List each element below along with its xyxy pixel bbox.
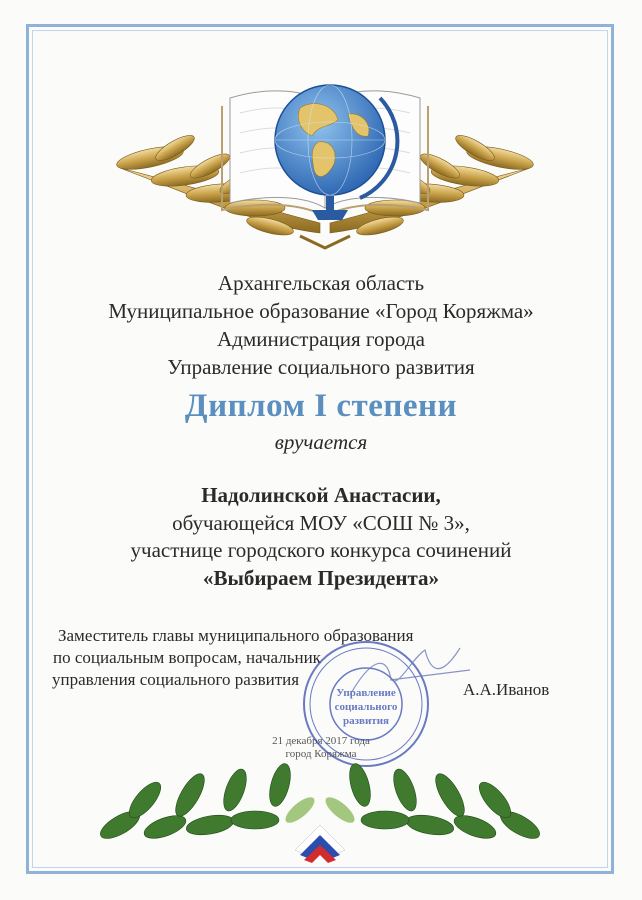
diploma-subtitle: вручается bbox=[274, 430, 368, 454]
issue-date: 21 декабря 2017 года bbox=[272, 735, 370, 747]
region-name: Архангельская область bbox=[217, 271, 425, 295]
recipient-school: обучающейся МОУ «СОШ № 3», bbox=[172, 511, 470, 535]
essay-title: «Выбираем Президента» bbox=[202, 566, 440, 590]
administration-name: Администрация города bbox=[217, 327, 425, 351]
issue-city: город Коряжма bbox=[285, 748, 357, 760]
signatory-position-line2: по социальным вопросам, начальник bbox=[53, 648, 321, 667]
department-name: Управление социального развития bbox=[167, 355, 475, 379]
contest-description: участнице городского конкурса сочинений bbox=[130, 538, 512, 562]
handwritten-signature-icon bbox=[330, 640, 480, 710]
signatory-position-line1: Заместитель главы муниципального образования bbox=[58, 626, 414, 645]
stamp-center-line1: Управление bbox=[336, 687, 396, 699]
stamp-center-line3: развития bbox=[342, 715, 390, 727]
municipality-name: Муниципальное образование «Город Коряжма» bbox=[108, 299, 534, 323]
signatory-position-line3: управления социального развития bbox=[52, 670, 300, 689]
stamp-center-line2: социального bbox=[334, 701, 398, 713]
signatory-name: А.А.Иванов bbox=[463, 680, 550, 699]
recipient-name: Надолинской Анастасии, bbox=[201, 483, 441, 507]
laurel-branch-icon bbox=[90, 755, 550, 865]
diploma-title: Диплом I степени bbox=[184, 388, 458, 424]
globe-book-emblem-icon bbox=[90, 58, 560, 258]
